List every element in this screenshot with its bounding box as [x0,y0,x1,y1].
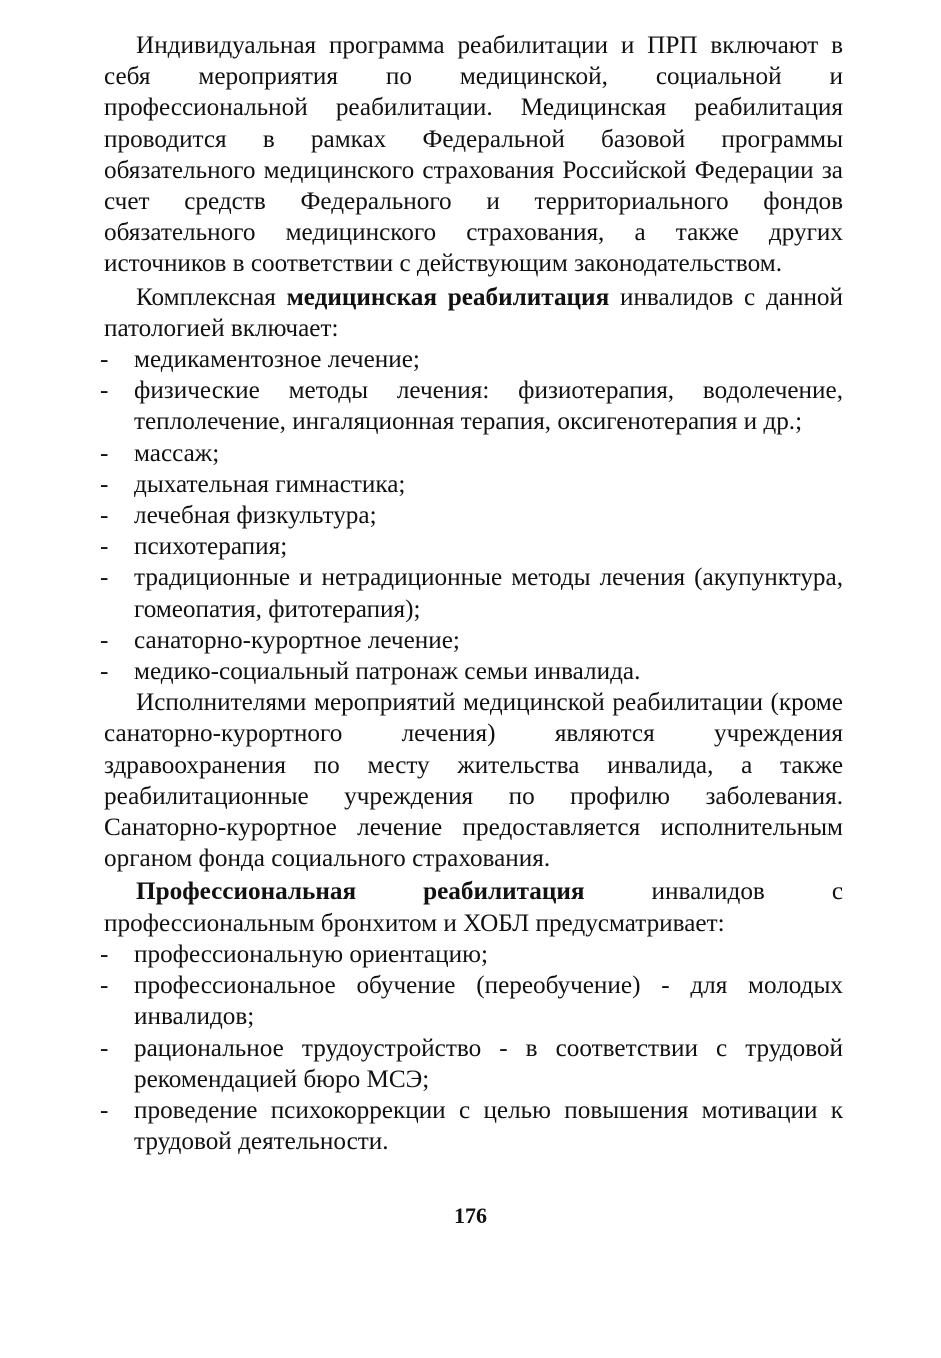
dash-marker: - [100,346,109,374]
list-item [100,1095,843,1157]
term-professional-rehabilitation: Профессиональная реабилитация [136,878,585,906]
list-item [100,1033,843,1095]
dash-marker: - [100,1096,109,1124]
medical-rehab-list [100,344,843,687]
list-item [100,500,843,531]
dash-marker: - [100,626,109,654]
page-number: 176 [454,1203,487,1228]
dash-marker: - [100,940,109,968]
list-item-text: традиционные и нетрадиционные методы лечения (акупунктура, гомеопатия, фитотерапия); [134,564,843,623]
list-item-text: проведение психокоррекции с целью повышения мотивации к трудовой деятельности. [134,1096,843,1156]
list-item [100,939,843,970]
dash-marker: - [100,1034,109,1062]
dash-marker: - [100,470,109,498]
dash-marker: - [100,502,109,530]
list-item-text: физические методы лечения: физиотерапия, водолечение, теплолечение, ингаляционная терапия, оксигенотерапия и др.; [134,377,843,436]
list-item [100,344,843,375]
list-item-text: лечебная физкультура; [134,502,377,530]
list-item [100,531,843,562]
paragraph-medical-rehab-tail: инвалидов с данной патологией включает: [104,283,844,342]
dash-marker: - [100,377,109,405]
dash-marker: - [100,533,109,561]
paragraph-medical-rehab [104,282,843,344]
list-item [100,438,843,469]
paragraph-executors: Исполнителями мероприятий медицинской реабилитации (кроме санаторно-курортного лечения) являются учреждения здравоохранения по месту жительства инвалида, а также реабилитационные учреждения по профилю заболевания. Санаторно-курортное лечение предоставляется исполнительным органом фонда социального страхования. [104,689,843,873]
list-item-text: медикаментозное лечение; [134,346,420,374]
dash-marker: - [100,658,109,686]
list-item-text: санаторно-курортное лечение; [134,626,460,654]
dash-marker: - [100,439,109,467]
dash-marker: - [100,972,109,1000]
list-item [100,562,843,624]
paragraph-intro: Индивидуальная программа реабилитации и ПРП включают в себя мероприятия по медицинской, социальной и профессиональной реабилитации. Медицинская реабилитация проводится в рамках Федеральной базовой программы обязательного медицинского страхования Российской Федерации за счет средств Федерального и территориального фондов обязательного медицинского страхования, а также других источников в соответствии с действующим законодательством. [104,32,843,278]
list-item-text: массаж; [134,439,220,467]
list-item-text: медико-социальный патронаж семьи инвалида. [134,658,641,686]
list-item-text: профессиональную ориентацию; [134,940,488,968]
list-item-text: психотерапия; [134,533,288,561]
list-item-text: рациональное трудоустройство - в соответствии с трудовой рекомендацией бюро МСЭ; [134,1034,843,1093]
list-item [100,469,843,500]
list-item [100,970,843,1032]
list-item [100,375,843,437]
list-item [100,656,843,687]
paragraph-professional-rehab-tail: инвалидов с профессиональным бронхитом и ХОБЛ предусматривает: [104,878,843,937]
professional-rehab-list [100,939,843,1157]
dash-marker: - [100,564,109,592]
paragraph-professional-rehab [104,876,843,938]
list-item [100,625,843,656]
paragraph-medical-rehab-lead: Комплексная [136,283,287,311]
term-medical-rehabilitation: медицинская реабилитация [286,283,610,311]
list-item-text: дыхательная гимнастика; [134,470,406,498]
list-item-text: профессиональное обучение (переобучение) - для молодых инвалидов; [134,972,843,1031]
